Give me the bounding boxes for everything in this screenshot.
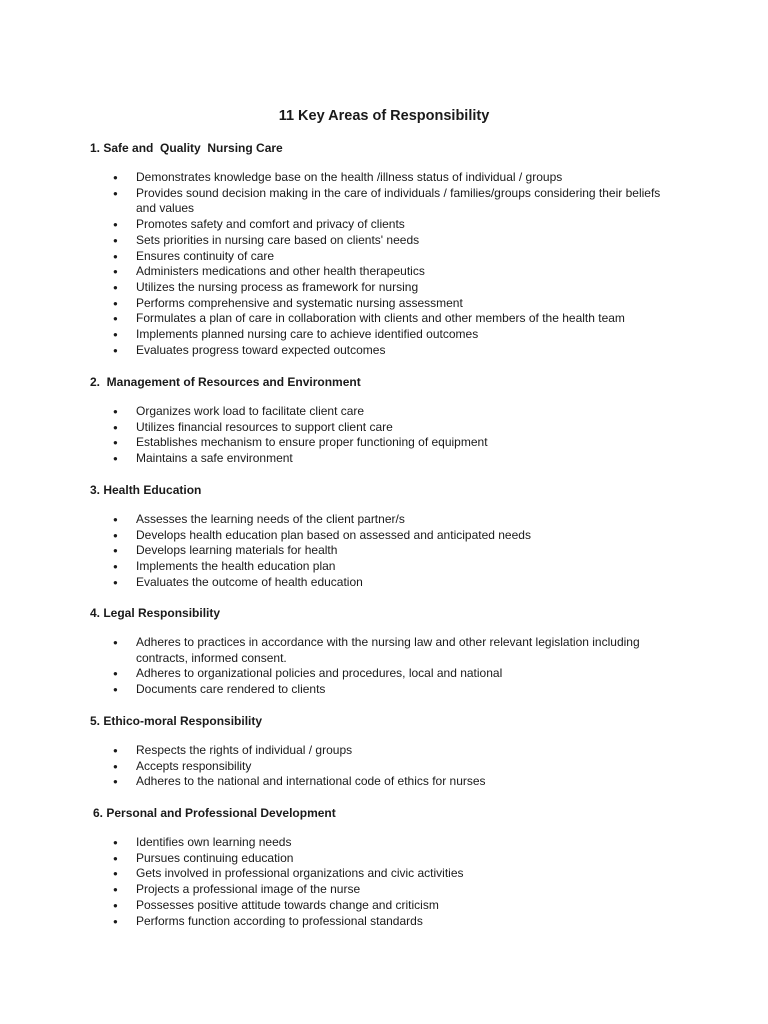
list-item-text: Evaluates progress toward expected outcomes xyxy=(136,342,386,357)
list-item-text: Formulates a plan of care in collaboration with clients and other members of the health team xyxy=(136,311,625,326)
list-item xyxy=(0,404,768,420)
list-item-text: Gets involved in professional organizations and civic activities xyxy=(136,866,464,881)
item-list xyxy=(0,512,768,591)
list-item xyxy=(0,682,768,698)
bullet-icon: ● xyxy=(113,422,118,432)
section-heading: 2. Management of Resources and Environment xyxy=(90,375,361,389)
list-item xyxy=(0,311,768,327)
list-item-text: Implements planned nursing care to achieve identified outcomes xyxy=(136,327,479,342)
list-item xyxy=(0,774,768,790)
bullet-icon: ● xyxy=(113,685,118,695)
list-item xyxy=(0,512,768,528)
list-item-text: Performs comprehensive and systematic nursing assessment xyxy=(136,295,463,310)
section-heading: 5. Ethico-moral Responsibility xyxy=(90,714,263,728)
list-item xyxy=(0,666,768,682)
list-item xyxy=(0,866,768,882)
bullet-icon: ● xyxy=(113,916,118,926)
list-item-text: Documents care rendered to clients xyxy=(136,682,326,697)
bullet-icon: ● xyxy=(113,454,118,464)
bullet-icon: ● xyxy=(113,188,118,198)
list-item xyxy=(0,851,768,867)
list-item xyxy=(0,280,768,296)
list-item xyxy=(0,898,768,914)
list-item xyxy=(0,914,768,930)
list-item xyxy=(0,233,768,249)
bullet-icon: ● xyxy=(113,407,118,416)
bullet-icon: ● xyxy=(113,267,118,277)
bullet-icon: ● xyxy=(113,330,118,340)
item-list xyxy=(0,404,768,467)
bullet-icon: ● xyxy=(113,298,118,308)
bullet-icon: ● xyxy=(113,546,118,556)
bullet-icon: ● xyxy=(113,885,118,895)
list-item-text: Utilizes financial resources to support client care xyxy=(136,419,393,434)
list-item-text: Respects the rights of individual / groups xyxy=(136,743,353,757)
list-item-text: Organizes work load to facilitate client care xyxy=(136,404,365,418)
list-item xyxy=(0,759,768,775)
section-heading: 3. Health Education xyxy=(90,483,202,497)
list-item-text: Implements the health education plan xyxy=(136,559,336,574)
list-item-text: Promotes safety and comfort and privacy of clients xyxy=(136,217,405,232)
section-heading: 1. Safe and Quality Nursing Care xyxy=(90,141,283,155)
list-item xyxy=(0,343,768,359)
list-item xyxy=(0,435,768,451)
list-item-text: Adheres to practices in accordance with the nursing law and other relevant legislation including contracts, informed consent. xyxy=(136,635,640,665)
list-item xyxy=(0,575,768,591)
list-item-text: Ensures continuity of care xyxy=(136,248,275,263)
bullet-icon: ● xyxy=(113,746,118,755)
document-title: 11 Key Areas of Responsibility xyxy=(278,108,490,124)
bullet-icon: ● xyxy=(113,235,118,245)
list-item xyxy=(0,186,768,217)
list-item-text: Demonstrates knowledge base on the health /illness status of individual / groups xyxy=(136,170,563,184)
bullet-icon: ● xyxy=(113,853,118,863)
list-item xyxy=(0,451,768,467)
bullet-icon: ● xyxy=(113,900,118,910)
list-item-text: Develops health education plan based on assessed and anticipated needs xyxy=(136,527,531,542)
item-list xyxy=(0,635,768,698)
bullet-icon: ● xyxy=(113,838,118,847)
list-item xyxy=(0,296,768,312)
list-item-text: Possesses positive attitude towards change and criticism xyxy=(136,897,439,912)
list-item-text: Pursues continuing education xyxy=(136,850,294,865)
bullet-icon: ● xyxy=(113,777,118,787)
list-item xyxy=(0,635,768,666)
bullet-icon: ● xyxy=(113,761,118,771)
list-item-text: Identifies own learning needs xyxy=(136,835,292,849)
list-item xyxy=(0,743,768,759)
bullet-icon: ● xyxy=(113,438,118,448)
section-heading: 4. Legal Responsibility xyxy=(90,606,221,620)
list-item-text: Accepts responsibility xyxy=(136,758,252,773)
bullet-icon: ● xyxy=(113,869,118,879)
list-item xyxy=(0,420,768,436)
list-item-text: Provides sound decision making in the care of individuals / families/groups considering their beliefs and values xyxy=(136,185,661,216)
bullet-icon: ● xyxy=(113,345,118,355)
list-item-text: Adheres to organizational policies and procedures, local and national xyxy=(136,666,503,681)
list-item-text: Adheres to the national and international code of ethics for nurses xyxy=(136,774,486,789)
bullet-icon: ● xyxy=(113,515,118,524)
section-heading: 6. Personal and Professional Development xyxy=(93,806,336,820)
bullet-icon: ● xyxy=(113,251,118,261)
list-item-text: Develops learning materials for health xyxy=(136,543,338,558)
bullet-icon: ● xyxy=(113,669,118,679)
item-list xyxy=(0,743,768,790)
bullet-icon: ● xyxy=(113,577,118,587)
list-item-text: Projects a professional image of the nurse xyxy=(136,882,361,897)
list-item xyxy=(0,528,768,544)
bullet-icon: ● xyxy=(113,530,118,540)
item-list xyxy=(0,170,768,358)
list-item xyxy=(0,264,768,280)
list-item xyxy=(0,327,768,343)
bullet-icon: ● xyxy=(113,220,118,230)
list-item-text: Sets priorities in nursing care based on clients' needs xyxy=(136,232,420,247)
list-item-text: Performs function according to professional standards xyxy=(136,913,423,928)
bullet-icon: ● xyxy=(113,638,118,647)
list-item xyxy=(0,835,768,851)
list-item xyxy=(0,170,768,186)
item-list xyxy=(0,835,768,929)
bullet-icon: ● xyxy=(113,282,118,292)
list-item-text: Maintains a safe environment xyxy=(136,451,293,466)
list-item xyxy=(0,882,768,898)
list-item xyxy=(0,543,768,559)
list-item-text: Establishes mechanism to ensure proper functioning of equipment xyxy=(136,435,488,450)
bullet-icon: ● xyxy=(113,314,118,324)
list-item xyxy=(0,559,768,575)
list-item xyxy=(0,217,768,233)
list-item xyxy=(0,249,768,265)
list-item-text: Administers medications and other health therapeutics xyxy=(136,264,425,279)
list-item-text: Evaluates the outcome of health education xyxy=(136,574,363,589)
bullet-icon: ● xyxy=(113,173,118,182)
list-item-text: Assesses the learning needs of the client partner/s xyxy=(136,512,405,526)
list-item-text: Utilizes the nursing process as framework for nursing xyxy=(136,279,419,294)
bullet-icon: ● xyxy=(113,562,118,572)
